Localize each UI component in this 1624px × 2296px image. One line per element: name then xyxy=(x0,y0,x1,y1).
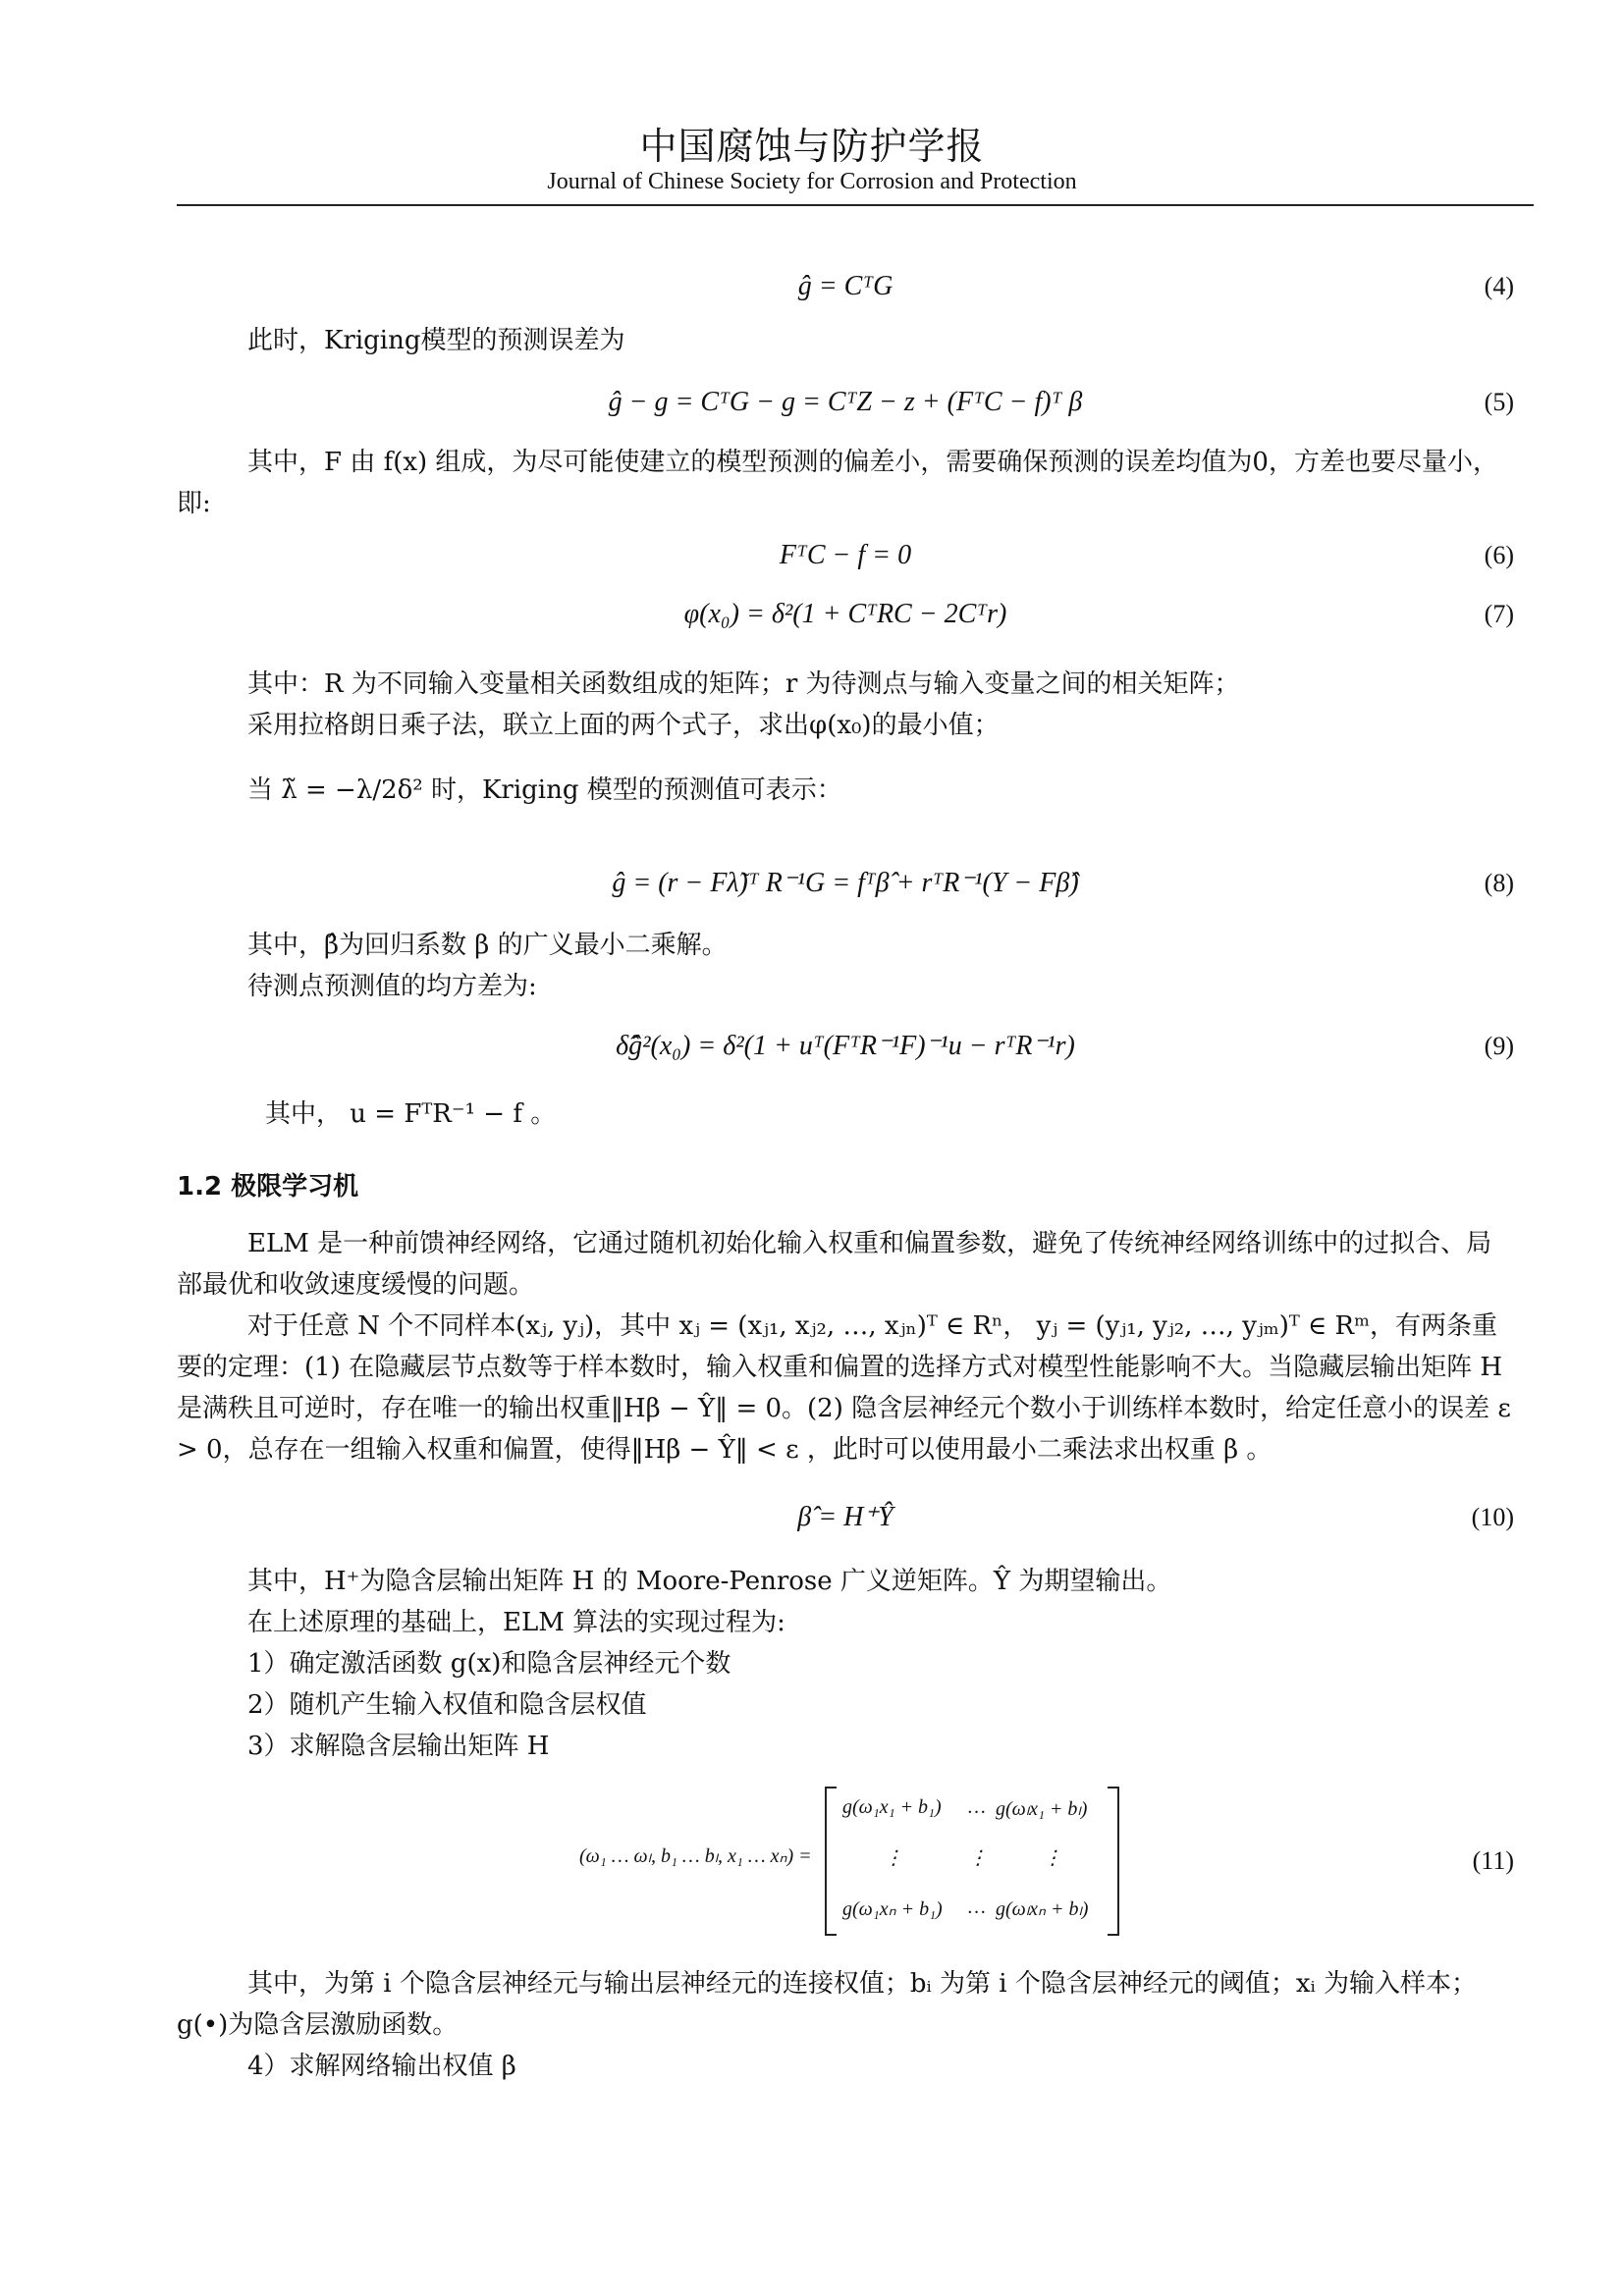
matrix-cell: … xyxy=(968,1796,986,1818)
step-2: 2）随机产生输入权值和隐含层权值 xyxy=(247,1690,647,1720)
paragraph-hplus: 其中，H⁺为隐含层输出矩阵 H 的 Moore-Penrose 广义逆矩阵。Ŷ 为期望输出。 xyxy=(247,1567,1172,1596)
equation-number: (7) xyxy=(1484,600,1514,628)
journal-title-cn: 中国腐蚀与防护学报 xyxy=(639,125,985,168)
equation-number: (9) xyxy=(1484,1032,1514,1060)
matrix-cell: ⋮ xyxy=(884,1847,903,1869)
matrix-cell: g(ωₗxₙ + bₗ) xyxy=(996,1898,1089,1920)
equation-8 xyxy=(177,854,1514,913)
equation-number: (11) xyxy=(1472,1846,1514,1875)
paragraph-elm-intro: ELM 是一种前馈神经网络，它通过随机初始化输入权重和偏置参数，避免了传统神经网络训练中的过拟合、局部最优和收敛速度缓慢的问题。 xyxy=(177,1229,1492,1300)
paragraph-lambda: 当 λ̃ = −λ/2δ² 时，Kriging 模型的预测值可表示： xyxy=(247,775,842,805)
equation-number: (4) xyxy=(1484,272,1514,300)
equation-number: (10) xyxy=(1471,1503,1514,1531)
step-4: 4）求解网络输出权值 β xyxy=(247,2052,516,2081)
paragraph-mse: 待测点预测值的均方差为: xyxy=(247,972,537,1001)
equation-body: FᵀC − f = 0 xyxy=(779,540,912,570)
paragraph-elm-theorems: 对于任意 N 个不同样本(xⱼ, yⱼ)，其中 xⱼ = (xⱼ₁, xⱼ₂, …, xⱼₙ)ᵀ ∈ Rⁿ， yⱼ = (yⱼ₁, yⱼ₂, …, yⱼₘ)ᵀ ∈ Rᵐ，有两条重要的定理：(1) 在隐藏层节点数等于样本数时，输入权重和偏置的选择方式对模型性能影响不大。当隐藏层输出矩阵 H 是满秩且可逆时，存在唯一的输出权重‖Hβ − Ŷ‖ = 0。(2) 隐含层神经元个数小于训练样本数时，给定任意小的误差 ε > 0，总存在一组输入权重和偏置，使得‖Hβ − Ŷ‖ < ε ，此时可以使用最小二乘法求出权重 β 。 xyxy=(177,1311,1511,1465)
paragraph-elm-process: 在上述原理的基础上，ELM 算法的实现过程为: xyxy=(247,1608,785,1637)
section-heading-1-2: 1.2 极限学习机 xyxy=(177,1172,359,1201)
journal-title-en: Journal of Chinese Society for Corrosion and Protection xyxy=(547,169,1077,194)
paragraph-weights: 其中，为第 i 个隐含层神经元与输出层神经元的连接权值；bᵢ 为第 i 个隐含层神经元的阈值；xᵢ 为输入样本；g(•)为隐含层激励函数。 xyxy=(177,1969,1477,2040)
paragraph-u-definition: 其中， u = FᵀR⁻¹ − f 。 xyxy=(265,1099,557,1129)
equation-10 xyxy=(177,1488,1514,1547)
equation-6 xyxy=(177,526,1514,585)
matrix-cell: g(ω₁x₁ + b₁) xyxy=(842,1796,942,1818)
equation-7 xyxy=(177,585,1514,644)
equation-body: φ(x₀) = δ²(1 + CᵀRC − 2Cᵀr) xyxy=(683,599,1007,629)
paragraph-R-definition: 其中：R 为不同输入变量相关函数组成的矩阵；r 为待测点与输入变量之间的相关矩阵； xyxy=(247,669,1240,699)
equation-11 xyxy=(177,1832,1514,1891)
paragraph-kriging-error: 此时，Kriging模型的预测误差为 xyxy=(247,326,625,355)
equation-number: (5) xyxy=(1484,388,1514,416)
matrix-cell: g(ω₁xₙ + b₁) xyxy=(842,1898,943,1920)
matrix-cell: ⋮ xyxy=(1043,1847,1062,1869)
equation-9 xyxy=(177,1017,1514,1076)
equation-body: ĝ − g = CᵀG − g = CᵀZ − z + (FᵀC − f)ᵀ β xyxy=(608,387,1083,417)
matrix-cell: ⋮ xyxy=(968,1847,988,1869)
equation-body: ĝ = (r − Fλ̃)ᵀ R⁻¹G = fᵀβ̂ + rᵀR⁻¹(Y − Fβ̂) xyxy=(612,868,1079,898)
paragraph-F-definition: 其中，F 由 f(x) 组成，为尽可能使建立的模型预测的偏差小，需要确保预测的误差均值为0，方差也要尽量小，即: xyxy=(177,448,1498,518)
step-3: 3）求解隐含层输出矩阵 H xyxy=(247,1732,550,1761)
matrix-lhs: (ω₁ … ωₗ, b₁ … bₗ, x₁ … xₙ) = xyxy=(579,1845,812,1867)
matrix-cell: … xyxy=(968,1896,986,1918)
equation-body: ĝ = CᵀG xyxy=(797,271,893,301)
equation-4 xyxy=(177,257,1514,316)
paragraph-beta: 其中，β̂为回归系数 β 的广义最小二乘解。 xyxy=(247,931,728,960)
equation-number: (8) xyxy=(1484,869,1514,897)
equation-body: δ̂ĝ²(x₀) = δ²(1 + uᵀ(FᵀR⁻¹F)⁻¹u − rᵀR⁻¹r) xyxy=(616,1031,1075,1061)
equation-5 xyxy=(177,373,1514,432)
header-divider xyxy=(177,204,1534,206)
equation-number: (6) xyxy=(1484,541,1514,569)
step-1: 1）确定激活函数 g(x)和隐含层神经元个数 xyxy=(247,1649,731,1679)
equation-body: β̂ = H⁺Ŷ xyxy=(797,1502,893,1532)
matrix-cell: g(ωₗx₁ + bₗ) xyxy=(996,1798,1088,1820)
paragraph-lagrange: 采用拉格朗日乘子法，联立上面的两个式子，求出φ(x₀)的最小值； xyxy=(247,711,1000,740)
